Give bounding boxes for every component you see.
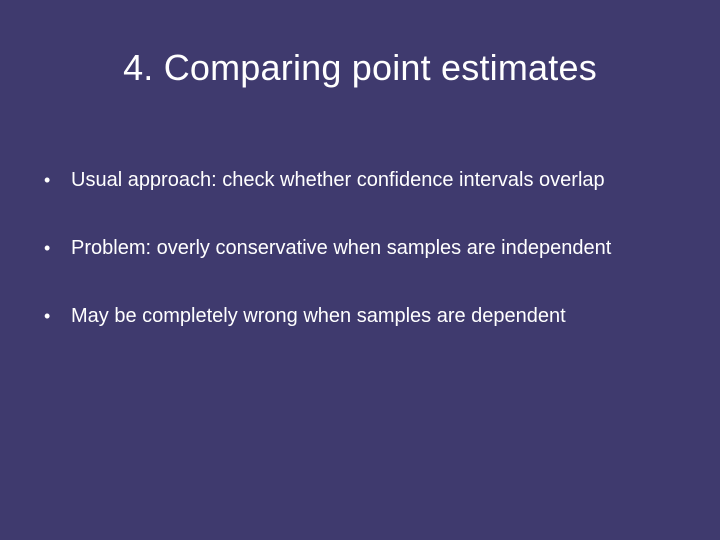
bullet-text: Usual approach: check whether confidence intervals overlap bbox=[71, 169, 605, 191]
slide-title: 4. Comparing point estimates bbox=[123, 47, 597, 88]
bullet-item bbox=[44, 300, 704, 332]
bullet-marker: • bbox=[44, 170, 51, 190]
bullet-item bbox=[44, 232, 704, 264]
bullet-marker: • bbox=[44, 238, 51, 258]
bullet-item bbox=[44, 164, 704, 196]
bullet-list bbox=[44, 164, 704, 368]
bullet-text: May be completely wrong when samples are dependent bbox=[71, 305, 566, 327]
bullet-text: Problem: overly conservative when samples are independent bbox=[71, 237, 612, 259]
bullet-marker: • bbox=[44, 306, 51, 326]
